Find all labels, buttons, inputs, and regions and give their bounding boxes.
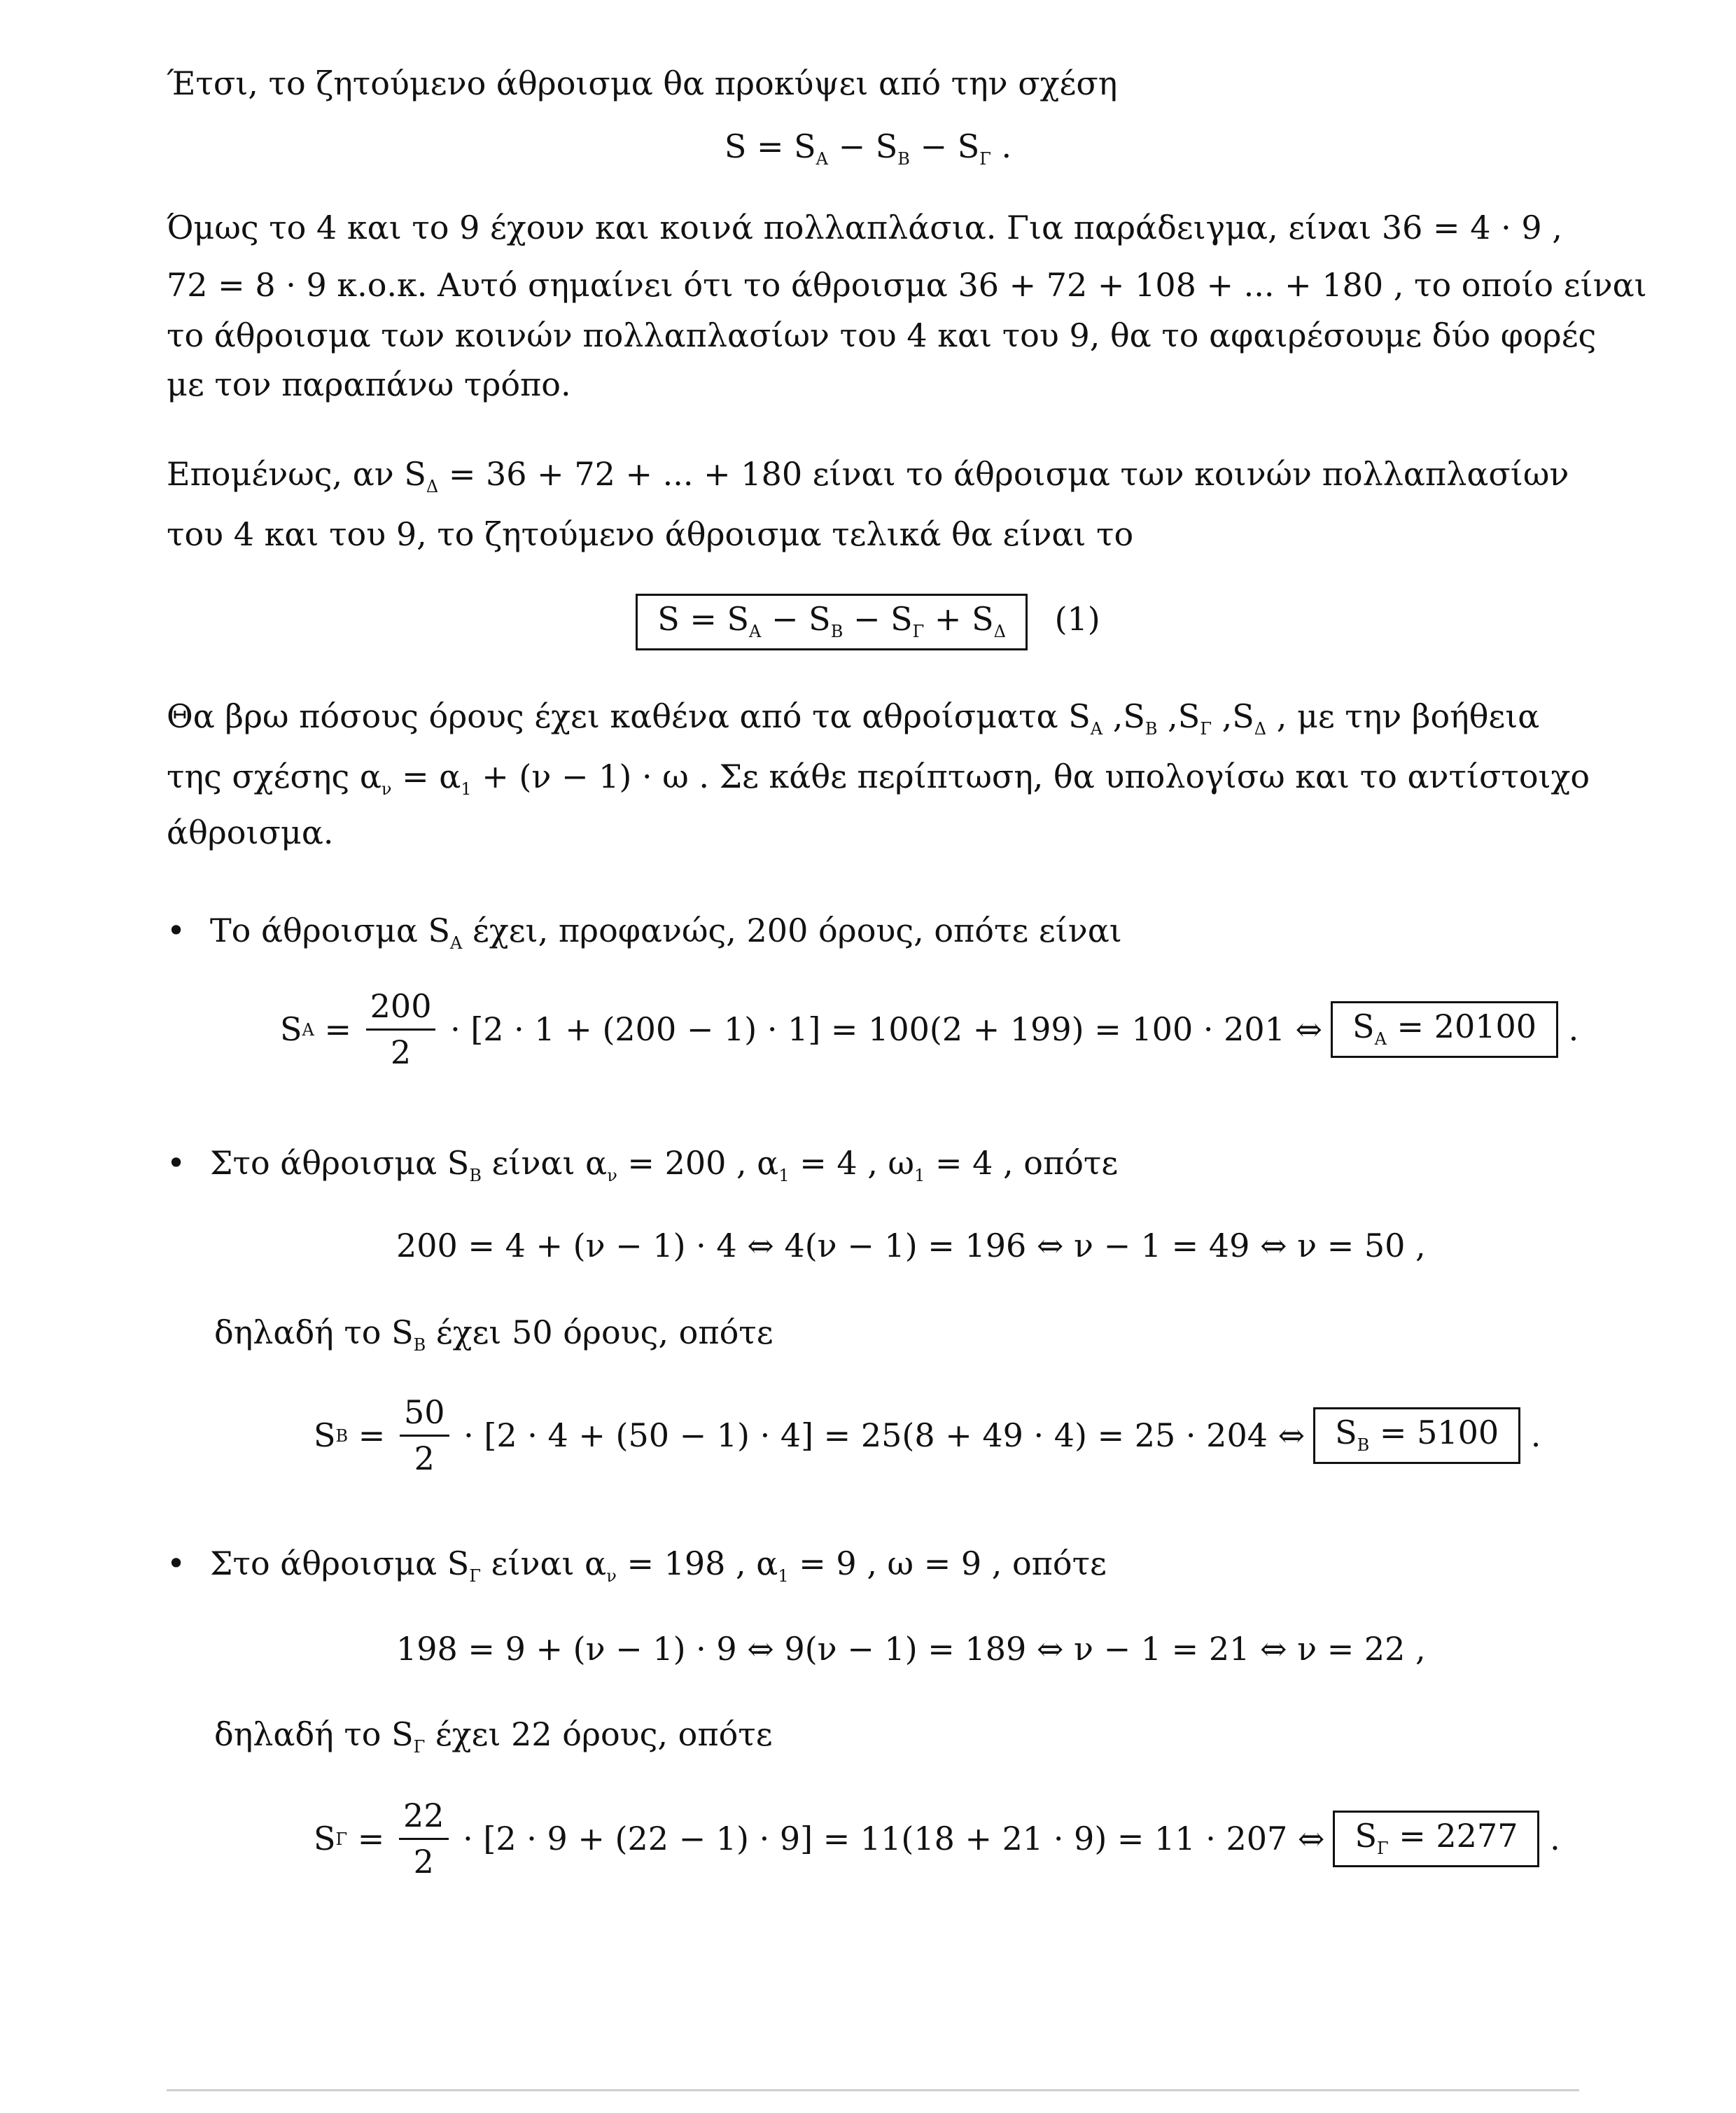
fraction: $\frac{200}{2}$ — [366, 987, 436, 1072]
paragraph-sd-definition-line-1: Επομένως, αν $S_\Delta = 36 + 72$ + ... + 180 είναι το άθροισμα των κοινών πολλαπλασίων — [167, 455, 1569, 496]
bullet-b-terms-line: δηλαδή το $S_B$ έχει 50 όρους, οπότε — [214, 1313, 774, 1355]
bullet-icon: • — [167, 912, 186, 949]
bullet-g-text: Στο άθροισμα $S_\Gamma$ είναι $\alpha_\nu = 198$ , $\alpha_1 = 9$ , ω = 9 , οπότε — [210, 1544, 1107, 1586]
bullet-g-terms-line: δηλαδή το $S_\Gamma$ έχει 22 όρους, οπότε — [214, 1715, 773, 1757]
intro-line: Έτσι, το ζητούμενο άθροισμα θα προκύψει από την σχέση — [167, 64, 1118, 102]
equation-box: $S = S_A - S_B - S_\Gamma + S_\Delta$ — [636, 594, 1028, 650]
boxed-main-equation — [0, 594, 1736, 650]
equation-sg: S Γ = $\frac{22}{2}$ · [2 · 9 + (22 − 1) · 9] = 11(18 + 21 · 9) = 11 · 207 ⇔ $S_\Gamma = 2277$ . — [314, 1797, 1560, 1881]
equation-sb: S Β = $\frac{50}{2}$ · [2 · 4 + (50 − 1) · 4] = 25(8 + 49 · 4) = 25 · 204 ⇔ $S_B = 5100$ . — [314, 1393, 1541, 1478]
paragraph-terms-line-1: Θα βρω πόσους όρους έχει καθένα από τα αθροίσματα $S_A$ $,S_B$ $,S_\Gamma$ $,S_\Delta$ , με την βοήθεια — [167, 697, 1540, 739]
bullet-a-text: Το άθροισμα $S_A$ έχει, προφανώς, 200 όρους, οπότε είναι — [210, 912, 1122, 953]
paragraph-sd-definition-line-2: του 4 και του 9, το ζητούμενο άθροισμα τελικά θα είναι το — [167, 515, 1134, 553]
equation-tag: (1) — [1054, 600, 1100, 638]
fraction: $\frac{50}{2}$ — [400, 1393, 449, 1478]
paragraph-common-multiples-line-3: το άθροισμα των κοινών πολλαπλασίων του 4 και του 9, θα το αφαιρέσουμε δύο φορές — [167, 316, 1597, 354]
paragraph-common-multiples-line-4: με τον παραπάνω τρόπο. — [167, 365, 571, 403]
equation-nu-g: 198 = 9 + (ν − 1) · 9 ⇔ 9(ν − 1) = 189 ⇔ ν − 1 = 21 ⇔ ν = 22 , — [396, 1630, 1426, 1668]
footer-divider — [167, 2089, 1579, 2091]
paragraph-terms-line-2: της σχέσης $\alpha_\nu = \alpha_1 + (\nu - 1) \cdot \omega$ . Σε κάθε περίπτωση, θα υπολογίσω και το αντίστοιχο — [167, 758, 1590, 799]
paragraph-common-multiples-line-1: Όμως το 4 και το 9 έχουν και κοινά πολλαπλάσια. Για παράδειγμα, είναι 36 = 4 · 9 , — [167, 209, 1562, 246]
result-box-sa: $S_A = 20100$ — [1331, 1001, 1558, 1058]
result-box-sb: $S_B = 5100$ — [1313, 1407, 1520, 1464]
bullet-b-text: Στο άθροισμα $S_B$ είναι $\alpha_\nu = 200$ , $\alpha_1 = 4$ , $\omega_1 = 4$ , οπότε — [210, 1144, 1119, 1185]
paragraph-terms-line-3: άθροισμα. — [167, 814, 334, 851]
equation-sa: S Α = $\frac{200}{2}$ · [2 · 1 + (200 − 1) · 1] = 100(2 + 199) = 100 · 201 ⇔ $S_A = 20100$ . — [280, 987, 1579, 1072]
result-box-sg: $S_\Gamma = 2277$ — [1333, 1811, 1539, 1867]
bullet-icon: • — [167, 1144, 186, 1182]
paragraph-common-multiples-line-2: 72 = 8 · 9 κ.ο.κ. Αυτό σημαίνει ότι το άθροισμα 36 + 72 + 108 + ... + 180 , το οποίο είναι — [167, 266, 1647, 304]
bullet-icon: • — [167, 1544, 186, 1582]
equation-s-difference: $S = S_A - S_B - S_\Gamma$ . — [724, 127, 1012, 169]
equation-nu-b: 200 = 4 + (ν − 1) · 4 ⇔ 4(ν − 1) = 196 ⇔ ν − 1 = 49 ⇔ ν = 50 , — [396, 1227, 1426, 1264]
fraction: $\frac{22}{2}$ — [399, 1797, 449, 1881]
